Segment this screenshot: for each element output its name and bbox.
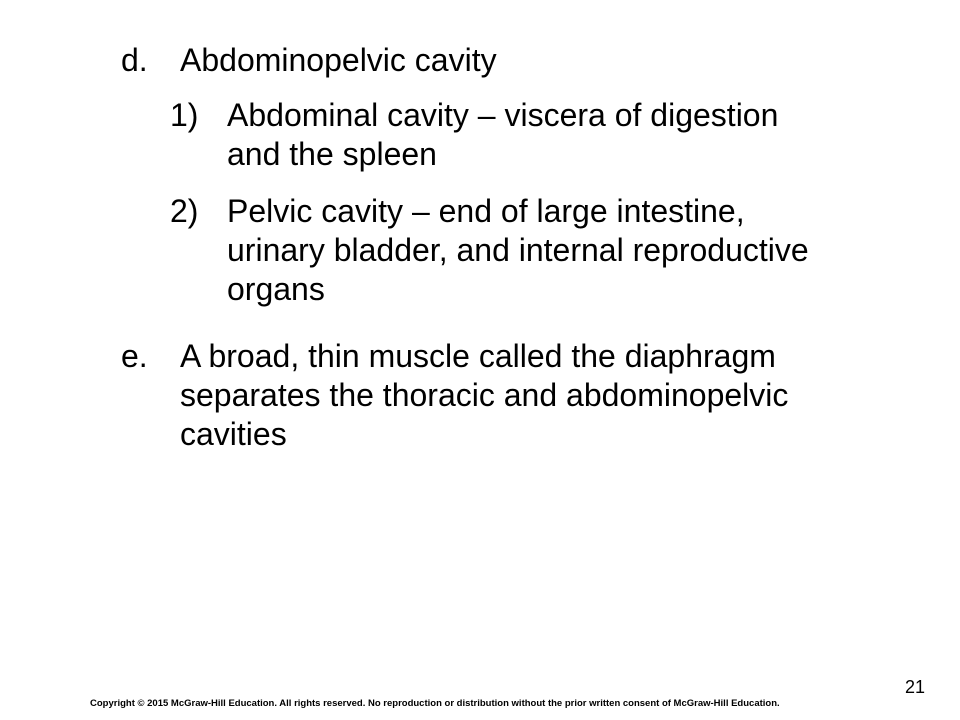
outline-line: organs [227,271,325,307]
outline-text-d [180,41,900,80]
outline-line: and the spleen [227,136,437,172]
page-number: 21 [905,677,926,697]
copyright-notice: Copyright © 2015 McGraw-Hill Education. All rights reserved. No reproduction or distribution without the prior written consent of McGraw-Hill Education. [90,698,780,709]
outline-line: Pelvic cavity – end of large intestine, [227,193,745,229]
outline-line: A broad, thin muscle called the diaphragm [180,338,776,374]
outline-text-2 [227,192,927,309]
outline-text-e [180,337,900,454]
outline-marker-1: 1) [170,97,199,133]
outline-line: cavities [180,416,287,452]
outline-marker-2: 2) [170,193,199,229]
outline-line: Abdominopelvic cavity [180,42,497,78]
outline-line: separates the thoracic and abdominopelvic [180,377,789,413]
outline-line: Abdominal cavity – viscera of digestion [227,97,779,133]
outline-marker-e: e. [121,338,148,374]
outline-marker-d: d. [121,42,148,78]
outline-line: urinary bladder, and internal reproductive [227,232,809,268]
outline-text-1 [227,96,927,174]
